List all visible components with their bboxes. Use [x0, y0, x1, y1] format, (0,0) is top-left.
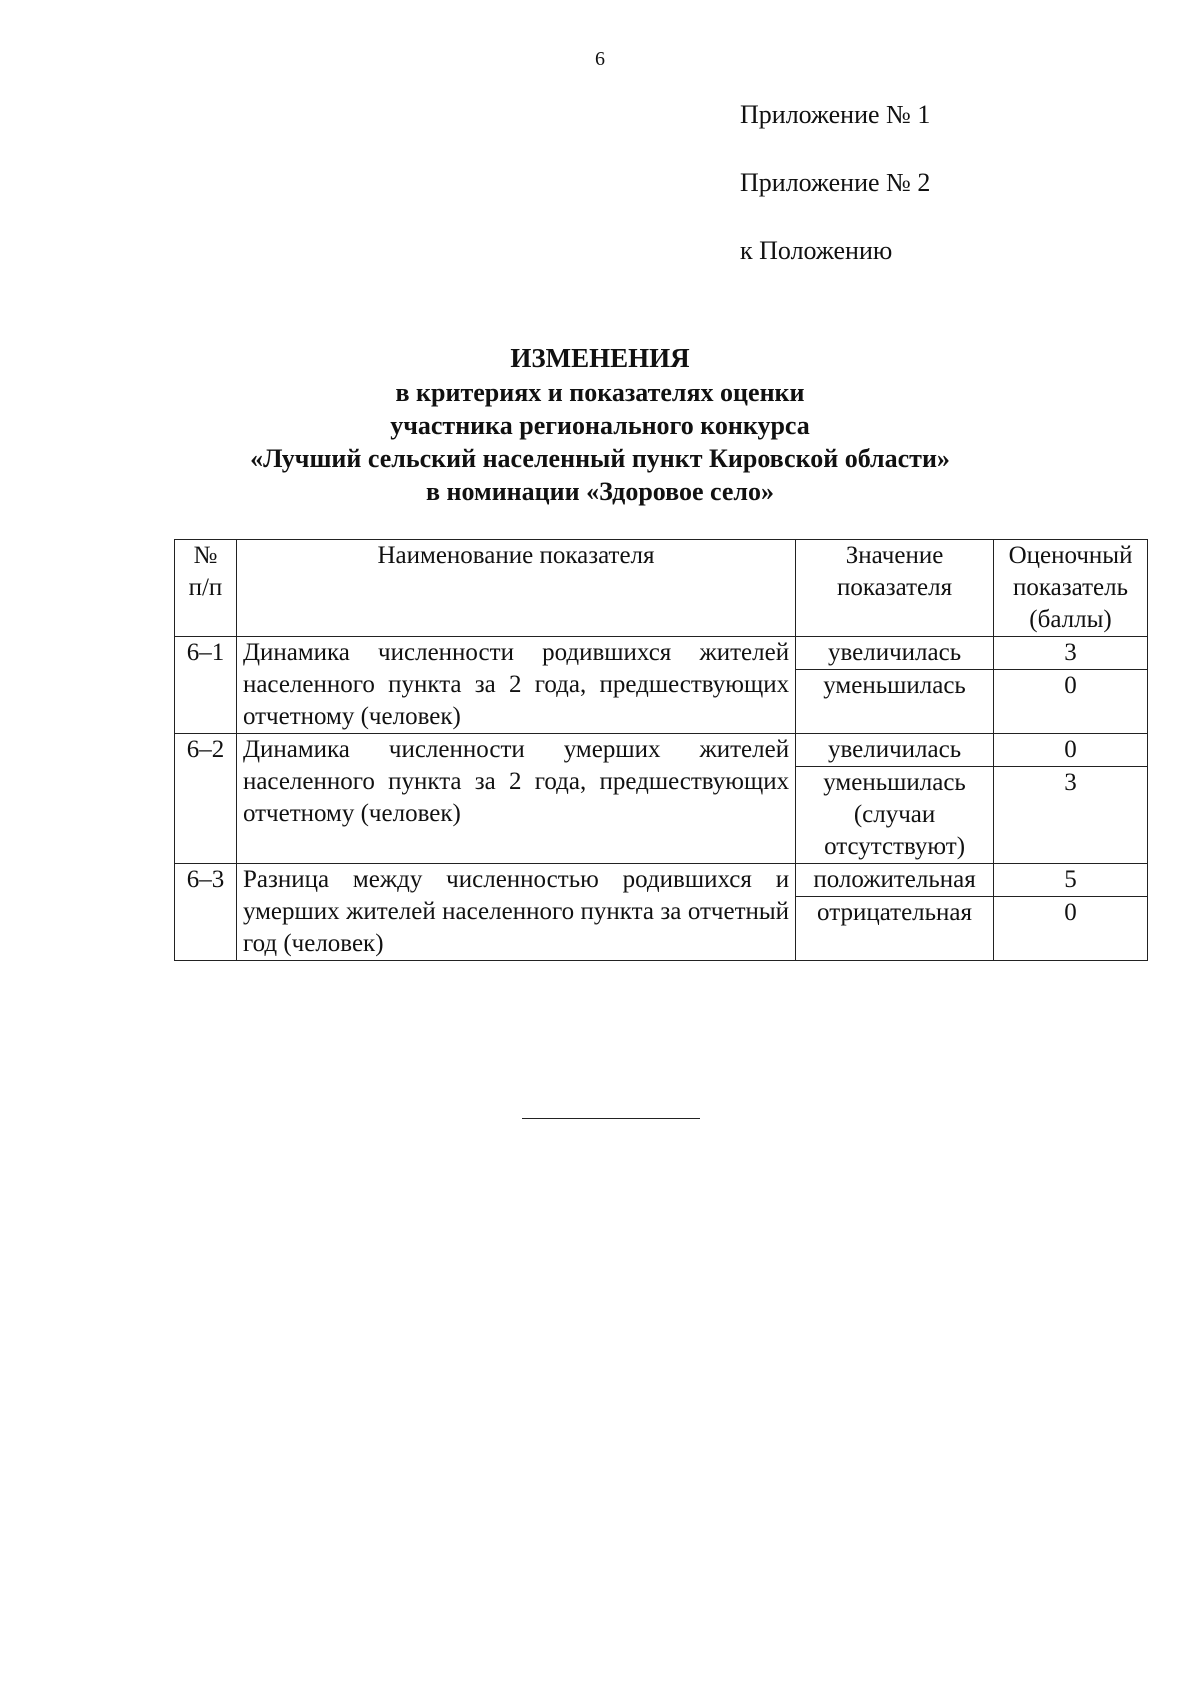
criteria-table: [174, 539, 1148, 961]
table-row: [175, 637, 1148, 670]
indicator-score: 0: [994, 897, 1148, 961]
indicator-name: Разница между численностью родившихся и умерших жителей населенного пункта за отчетный год (человек): [236, 864, 795, 961]
appendix-label-1: Приложение № 1: [740, 100, 931, 129]
header-score: Оценочный показатель (баллы): [994, 540, 1148, 637]
table-row: [175, 734, 1148, 767]
header-indicator-name: Наименование показателя: [236, 540, 795, 637]
indicator-score: 0: [994, 734, 1148, 767]
appendix-reference: к Положению: [740, 236, 893, 265]
row-number: 6–1: [175, 637, 237, 734]
title-line-2: участника регионального конкурса: [390, 411, 810, 440]
indicator-value: увеличилась: [796, 734, 994, 767]
table-row: [175, 864, 1148, 897]
page-number: 6: [595, 48, 605, 70]
row-number: 6–2: [175, 734, 237, 864]
indicator-value: увеличилась: [796, 637, 994, 670]
indicator-score: 3: [994, 767, 1148, 864]
indicator-name: Динамика численности родившихся жителей населенного пункта за 2 года, предшествующих отчетному (человек): [236, 637, 795, 734]
title-line-3: «Лучший сельский населенный пункт Кировской области»: [250, 444, 950, 473]
closing-divider: [522, 1118, 700, 1119]
header-indicator-value: Значение показателя: [796, 540, 994, 637]
header-number: № п/п: [175, 540, 237, 637]
indicator-name: Динамика численности умерших жителей населенного пункта за 2 года, предшествующих отчетному (человек): [236, 734, 795, 864]
indicator-score: 5: [994, 864, 1148, 897]
indicator-score: 0: [994, 670, 1148, 734]
title-heading: ИЗМЕНЕНИЯ: [510, 343, 690, 373]
appendix-label-2: Приложение № 2: [740, 168, 931, 197]
indicator-score: 3: [994, 637, 1148, 670]
document-title: [0, 340, 1200, 508]
indicator-value: положительная: [796, 864, 994, 897]
indicator-value: отрицательная: [796, 897, 994, 961]
indicator-value: уменьшилась (случаи отсутствуют): [796, 767, 994, 864]
title-line-1: в критериях и показателях оценки: [395, 378, 805, 407]
table-header-row: [175, 540, 1148, 637]
title-line-4: в номинации «Здоровое село»: [425, 477, 775, 506]
indicator-value: уменьшилась: [796, 670, 994, 734]
row-number: 6–3: [175, 864, 237, 961]
